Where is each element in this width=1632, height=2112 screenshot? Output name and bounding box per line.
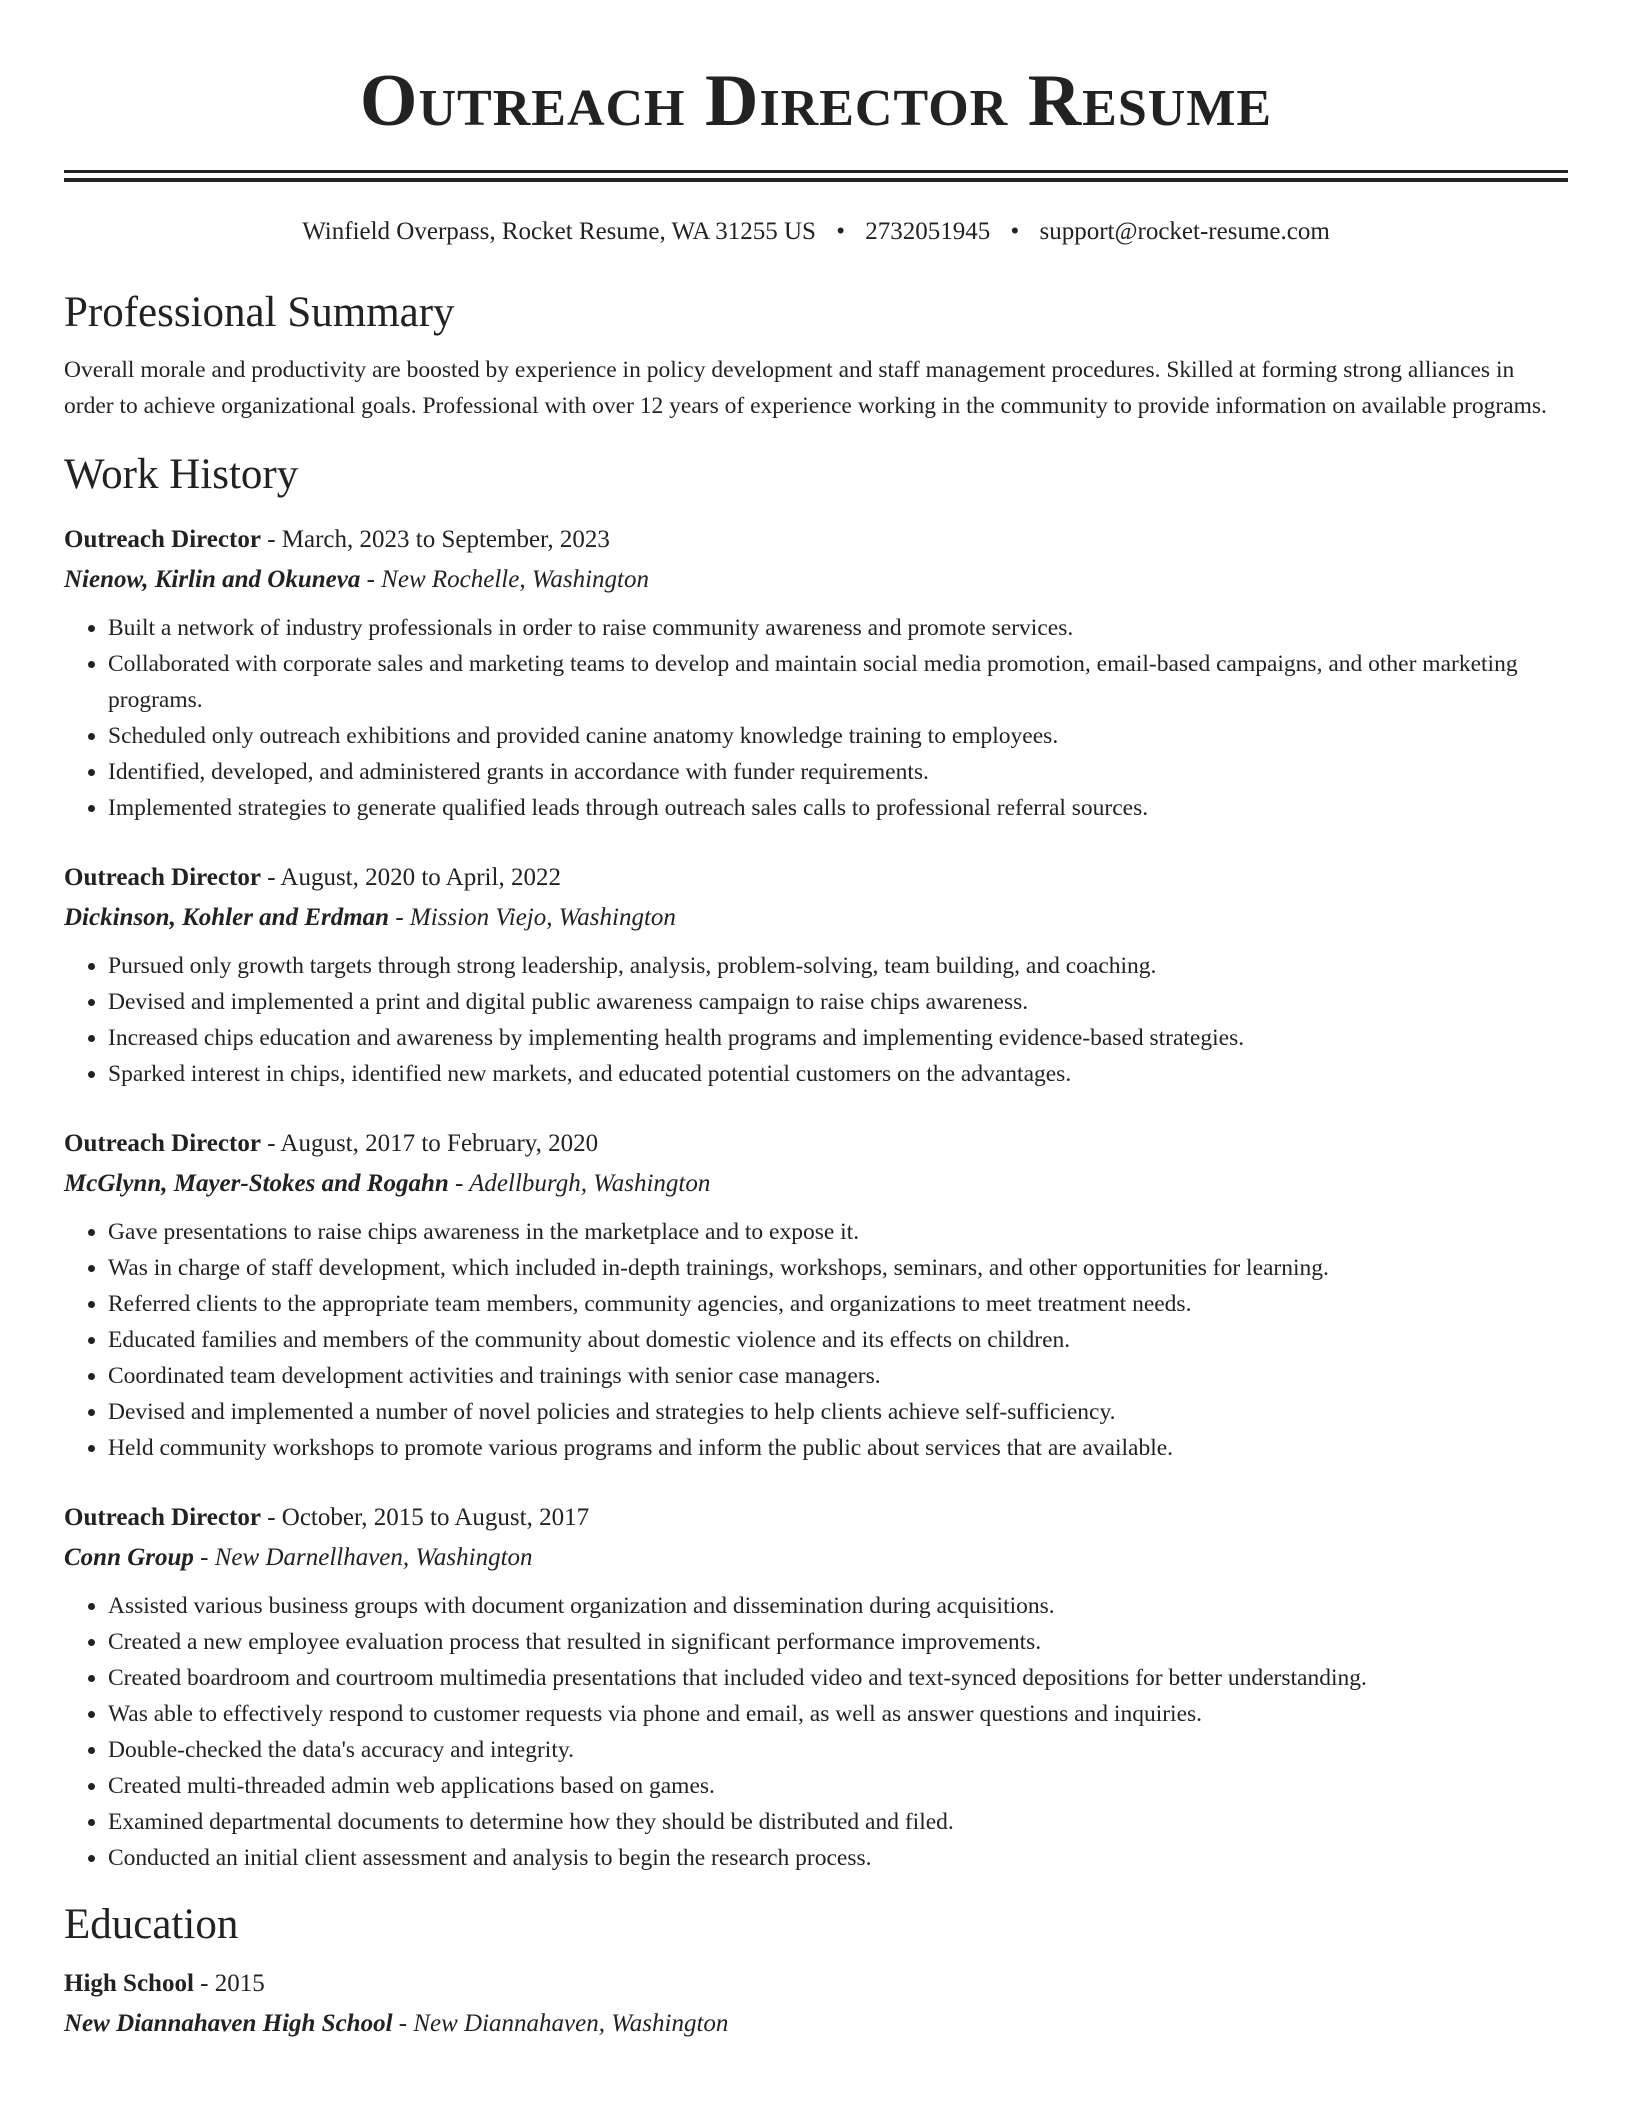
- summary-text: Overall morale and productivity are boosted by experience in policy development and staff management procedures. Skilled at forming strong alliances in order to achieve organizational goals. Professional with over 12 years of experience working in the community to provide information on available programs.: [64, 357, 1547, 419]
- job-entry: [64, 520, 1568, 826]
- job-bullet: • Increased chips education and awareness by implementing health programs and implementing evidence-based strategies.: [108, 1020, 1568, 1056]
- job-title: Outreach Director: [64, 1130, 261, 1157]
- summary-heading: Professional Summary: [64, 289, 455, 336]
- job-dates: - March, 2023 to September, 2023: [260, 526, 610, 553]
- resume-title: Outreach Director Resume: [359, 60, 1273, 142]
- company-name: Nienow, Kirlin and Okuneva: [64, 566, 361, 593]
- job-title: Outreach Director: [64, 864, 261, 891]
- job-title-line: [64, 858, 1568, 898]
- company-line: [64, 1538, 1568, 1578]
- job-bullet: • Created a new employee evaluation process that resulted in significant performance improvements.: [108, 1624, 1568, 1660]
- education-location: - New Diannahaven, Washington: [392, 2010, 729, 2037]
- company-line: [64, 898, 1568, 938]
- company-name: McGlynn, Mayer-Stokes and Rogahn: [64, 1170, 449, 1197]
- education-degree: High School: [64, 1970, 194, 1997]
- job-entry: [64, 1124, 1568, 1466]
- job-dates: - August, 2020 to April, 2022: [260, 864, 561, 891]
- job-bullet: • Collaborated with corporate sales and marketing teams to develop and maintain social media promotion, email-based campaigns, and other marketing programs.: [108, 646, 1568, 718]
- work-history-list: [64, 520, 1568, 1876]
- job-title: Outreach Director: [64, 526, 261, 553]
- job-dates: - August, 2017 to February, 2020: [260, 1130, 599, 1157]
- contact-separator: •: [1010, 218, 1020, 245]
- job-bullet: • Double-checked the data's accuracy and integrity.: [108, 1732, 1568, 1768]
- company-name: Dickinson, Kohler and Erdman: [64, 904, 390, 931]
- job-title: Outreach Director: [64, 1504, 261, 1531]
- education-year: - 2015: [193, 1970, 265, 1997]
- education-heading: Education: [64, 1901, 239, 1948]
- company-location: - Mission Viejo, Washington: [389, 904, 676, 931]
- job-bullet-list: [64, 1588, 1568, 1876]
- contact-email: support@rocket-resume.com: [1039, 218, 1330, 245]
- job-title-line: [64, 1498, 1568, 1538]
- company-line: [64, 1164, 1568, 1204]
- job-entry: [64, 1498, 1568, 1876]
- education-degree-line: [64, 1964, 1568, 2004]
- job-bullet: • Devised and implemented a print and digital public awareness campaign to raise chips awareness.: [108, 984, 1568, 1020]
- job-bullet: • Implemented strategies to generate qualified leads through outreach sales calls to professional referral sources.: [108, 790, 1568, 826]
- job-bullet: • Held community workshops to promote various programs and inform the public about services that are available.: [108, 1430, 1568, 1466]
- contact-separator: •: [836, 218, 845, 245]
- job-title-line: [64, 1124, 1568, 1164]
- education-school: New Diannahaven High School: [64, 2010, 393, 2037]
- company-location: - New Rochelle, Washington: [360, 566, 649, 593]
- job-title-line: [64, 520, 1568, 560]
- job-bullet: • Assisted various business groups with document organization and dissemination during acquisitions.: [108, 1588, 1568, 1624]
- job-bullet: • Created boardroom and courtroom multimedia presentations that included video and text-synced depositions for better understanding.: [108, 1660, 1568, 1696]
- job-bullet: • Educated families and members of the community about domestic violence and its effects on children.: [108, 1322, 1568, 1358]
- job-bullet: • Examined departmental documents to determine how they should be distributed and filed.: [108, 1804, 1568, 1840]
- work-history-heading: Work History: [64, 451, 299, 498]
- company-name: Conn Group: [64, 1544, 194, 1571]
- job-bullet: • Pursued only growth targets through strong leadership, analysis, problem-solving, team building, and coaching.: [108, 948, 1568, 984]
- education-entry: [64, 1964, 1568, 2044]
- contact-line: [64, 216, 1568, 248]
- job-bullet: • Was able to effectively respond to customer requests via phone and email, as well as answer questions and inquiries.: [108, 1696, 1568, 1732]
- job-bullet: • Scheduled only outreach exhibitions and provided canine anatomy knowledge training to employees.: [108, 718, 1568, 754]
- job-bullet-list: [64, 948, 1568, 1092]
- job-bullet-list: [64, 1214, 1568, 1466]
- job-entry: [64, 858, 1568, 1092]
- contact-address: Winfield Overpass, Rocket Resume, WA 31255 US: [302, 218, 816, 245]
- job-bullet: • Was in charge of staff development, which included in-depth trainings, workshops, seminars, and other opportunities for learning.: [108, 1250, 1568, 1286]
- company-location: - Adellburgh, Washington: [448, 1170, 711, 1197]
- contact-phone: 2732051945: [865, 218, 991, 245]
- job-bullet: • Created multi-threaded admin web applications based on games.: [108, 1768, 1568, 1804]
- job-dates: - October, 2015 to August, 2017: [260, 1504, 590, 1531]
- job-bullet: • Identified, developed, and administered grants in accordance with funder requirements.: [108, 754, 1568, 790]
- job-bullet: • Conducted an initial client assessment and analysis to begin the research process.: [108, 1840, 1568, 1876]
- company-line: [64, 560, 1568, 600]
- job-bullet: • Sparked interest in chips, identified new markets, and educated potential customers on the advantages.: [108, 1056, 1568, 1092]
- job-bullet: • Built a network of industry professionals in order to raise community awareness and promote services.: [108, 610, 1568, 646]
- job-bullet: • Gave presentations to raise chips awareness in the marketplace and to expose it.: [108, 1214, 1568, 1250]
- job-bullet-list: [64, 610, 1568, 826]
- company-location: - New Darnellhaven, Washington: [193, 1544, 533, 1571]
- title-double-rule: [64, 170, 1568, 182]
- job-bullet: • Referred clients to the appropriate team members, community agencies, and organizations to meet treatment needs.: [108, 1286, 1568, 1322]
- education-school-line: [64, 2004, 1568, 2044]
- job-bullet: • Devised and implemented a number of novel policies and strategies to help clients achieve self-sufficiency.: [108, 1394, 1568, 1430]
- job-bullet: • Coordinated team development activities and trainings with senior case managers.: [108, 1358, 1568, 1394]
